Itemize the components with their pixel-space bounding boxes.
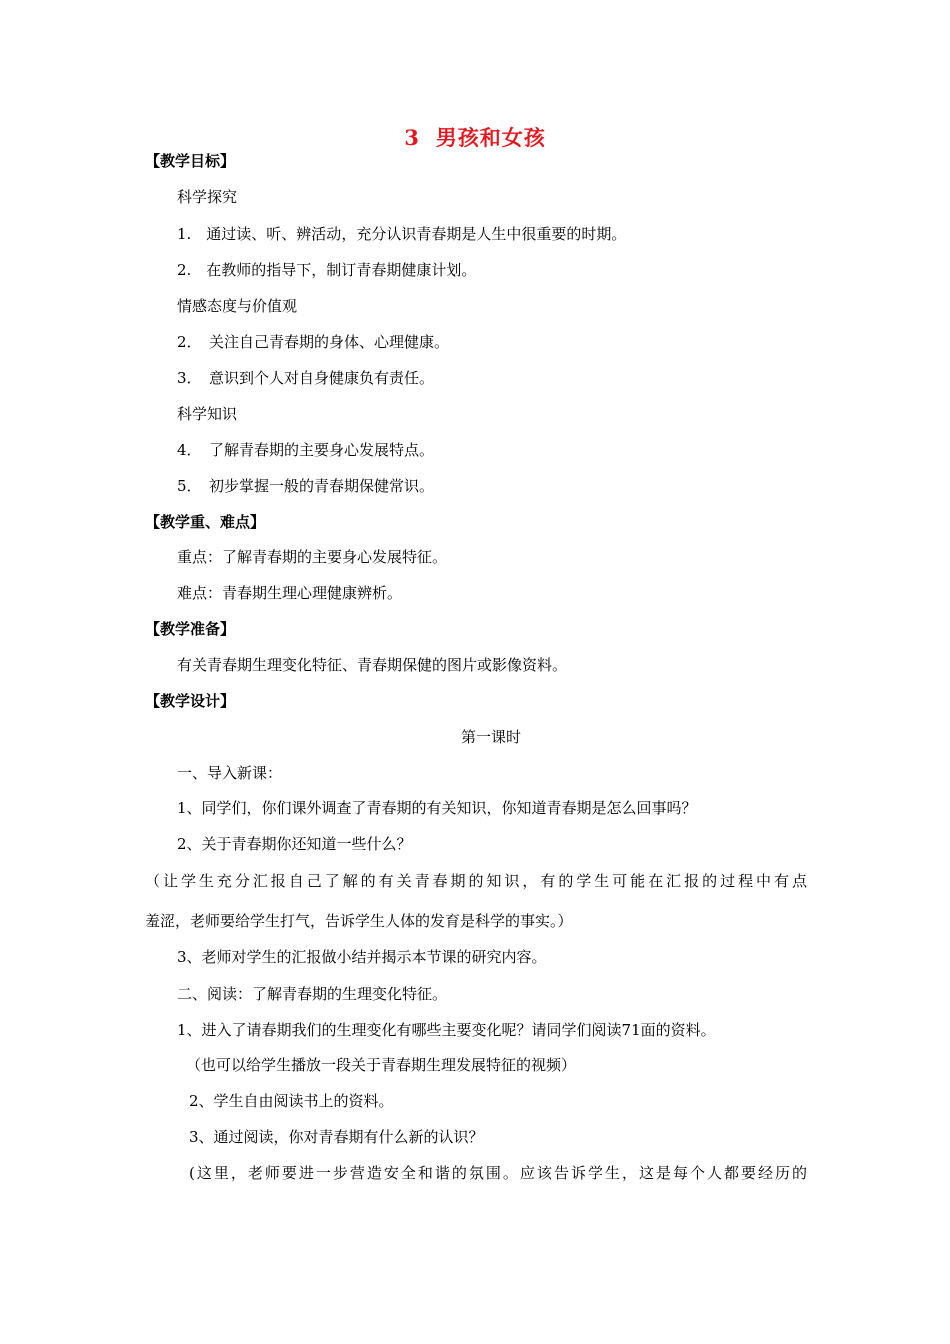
part2-note: （也可以给学生播放一段关于青春期生理发展特征的视频） bbox=[186, 1056, 577, 1074]
explore-item-2: 2. 在教师的指导下，制订青春期健康计划。 bbox=[177, 261, 477, 279]
session-title: 第一课时 bbox=[460, 728, 521, 746]
title-number: 3 bbox=[404, 125, 420, 150]
title-text: 男孩和女孩 bbox=[435, 125, 546, 150]
part2-note-2: (这里，老师要进一步营造安全和谐的氛围。应该告诉学生，这是每个人都要经历的 bbox=[189, 1164, 807, 1182]
attitude-item-1: 2． 关注自己青春期的身体、心理健康。 bbox=[177, 333, 450, 351]
knowledge-item-1: 4． 了解青春期的主要身心发展特点。 bbox=[177, 441, 435, 459]
page-title bbox=[0, 124, 950, 152]
goals-heading: 【教学目标】 bbox=[145, 152, 236, 170]
design-heading: 【教学设计】 bbox=[145, 692, 236, 710]
part1-item-3: 3、老师对学生的汇报做小结并揭示本节课的研究内容。 bbox=[177, 948, 547, 966]
keypoints-heading: 【教学重、难点】 bbox=[145, 513, 266, 531]
attitude-heading: 情感态度与价值观 bbox=[177, 297, 298, 315]
part2-item-1: 1、进入了请春期我们的生理变化有哪些主要变化呢？请同学们阅读71面的资料。 bbox=[177, 1021, 716, 1039]
part2-item-2: 2、学生自由阅读书上的资料。 bbox=[189, 1092, 394, 1110]
knowledge-heading: 科学知识 bbox=[177, 405, 238, 423]
keypoint-text: 重点：了解青春期的主要身心发展特征。 bbox=[177, 548, 448, 566]
part1-item-2: 2、关于青春期你还知道一些什么？ bbox=[177, 835, 412, 853]
knowledge-item-2: 5． 初步掌握一般的青春期保健常识。 bbox=[177, 477, 435, 495]
explore-item-1: 1. 通过读、听、辨活动，充分认识青春期是人生中很重要的时期。 bbox=[177, 225, 627, 243]
explore-heading: 科学探究 bbox=[177, 188, 238, 206]
attitude-item-2: 3． 意识到个人对自身健康负有责任。 bbox=[177, 369, 435, 387]
part2-heading: 二、阅读：了解青春期的生理变化特征。 bbox=[177, 985, 448, 1003]
prep-heading: 【教学准备】 bbox=[145, 620, 236, 638]
prep-text: 有关青春期生理变化特征、青春期保健的图片或影像资料。 bbox=[177, 656, 568, 674]
part1-note-line-2: 羞涩，老师要给学生打气，告诉学生人体的发育是科学的事实。） bbox=[145, 912, 573, 930]
part1-heading: 一、导入新课： bbox=[177, 764, 283, 782]
part1-note-line-1: （让学生充分汇报自己了解的有关青春期的知识，有的学生可能在汇报的过程中有点 bbox=[145, 872, 807, 890]
part2-item-3: 3、通过阅读，你对青春期有什么新的认识？ bbox=[189, 1128, 484, 1146]
difficulty-text: 难点：青春期生理心理健康辨析。 bbox=[177, 584, 403, 602]
part1-item-1: 1、同学们，你们课外调查了青春期的有关知识，你知道青春期是怎么回事吗？ bbox=[177, 799, 697, 817]
